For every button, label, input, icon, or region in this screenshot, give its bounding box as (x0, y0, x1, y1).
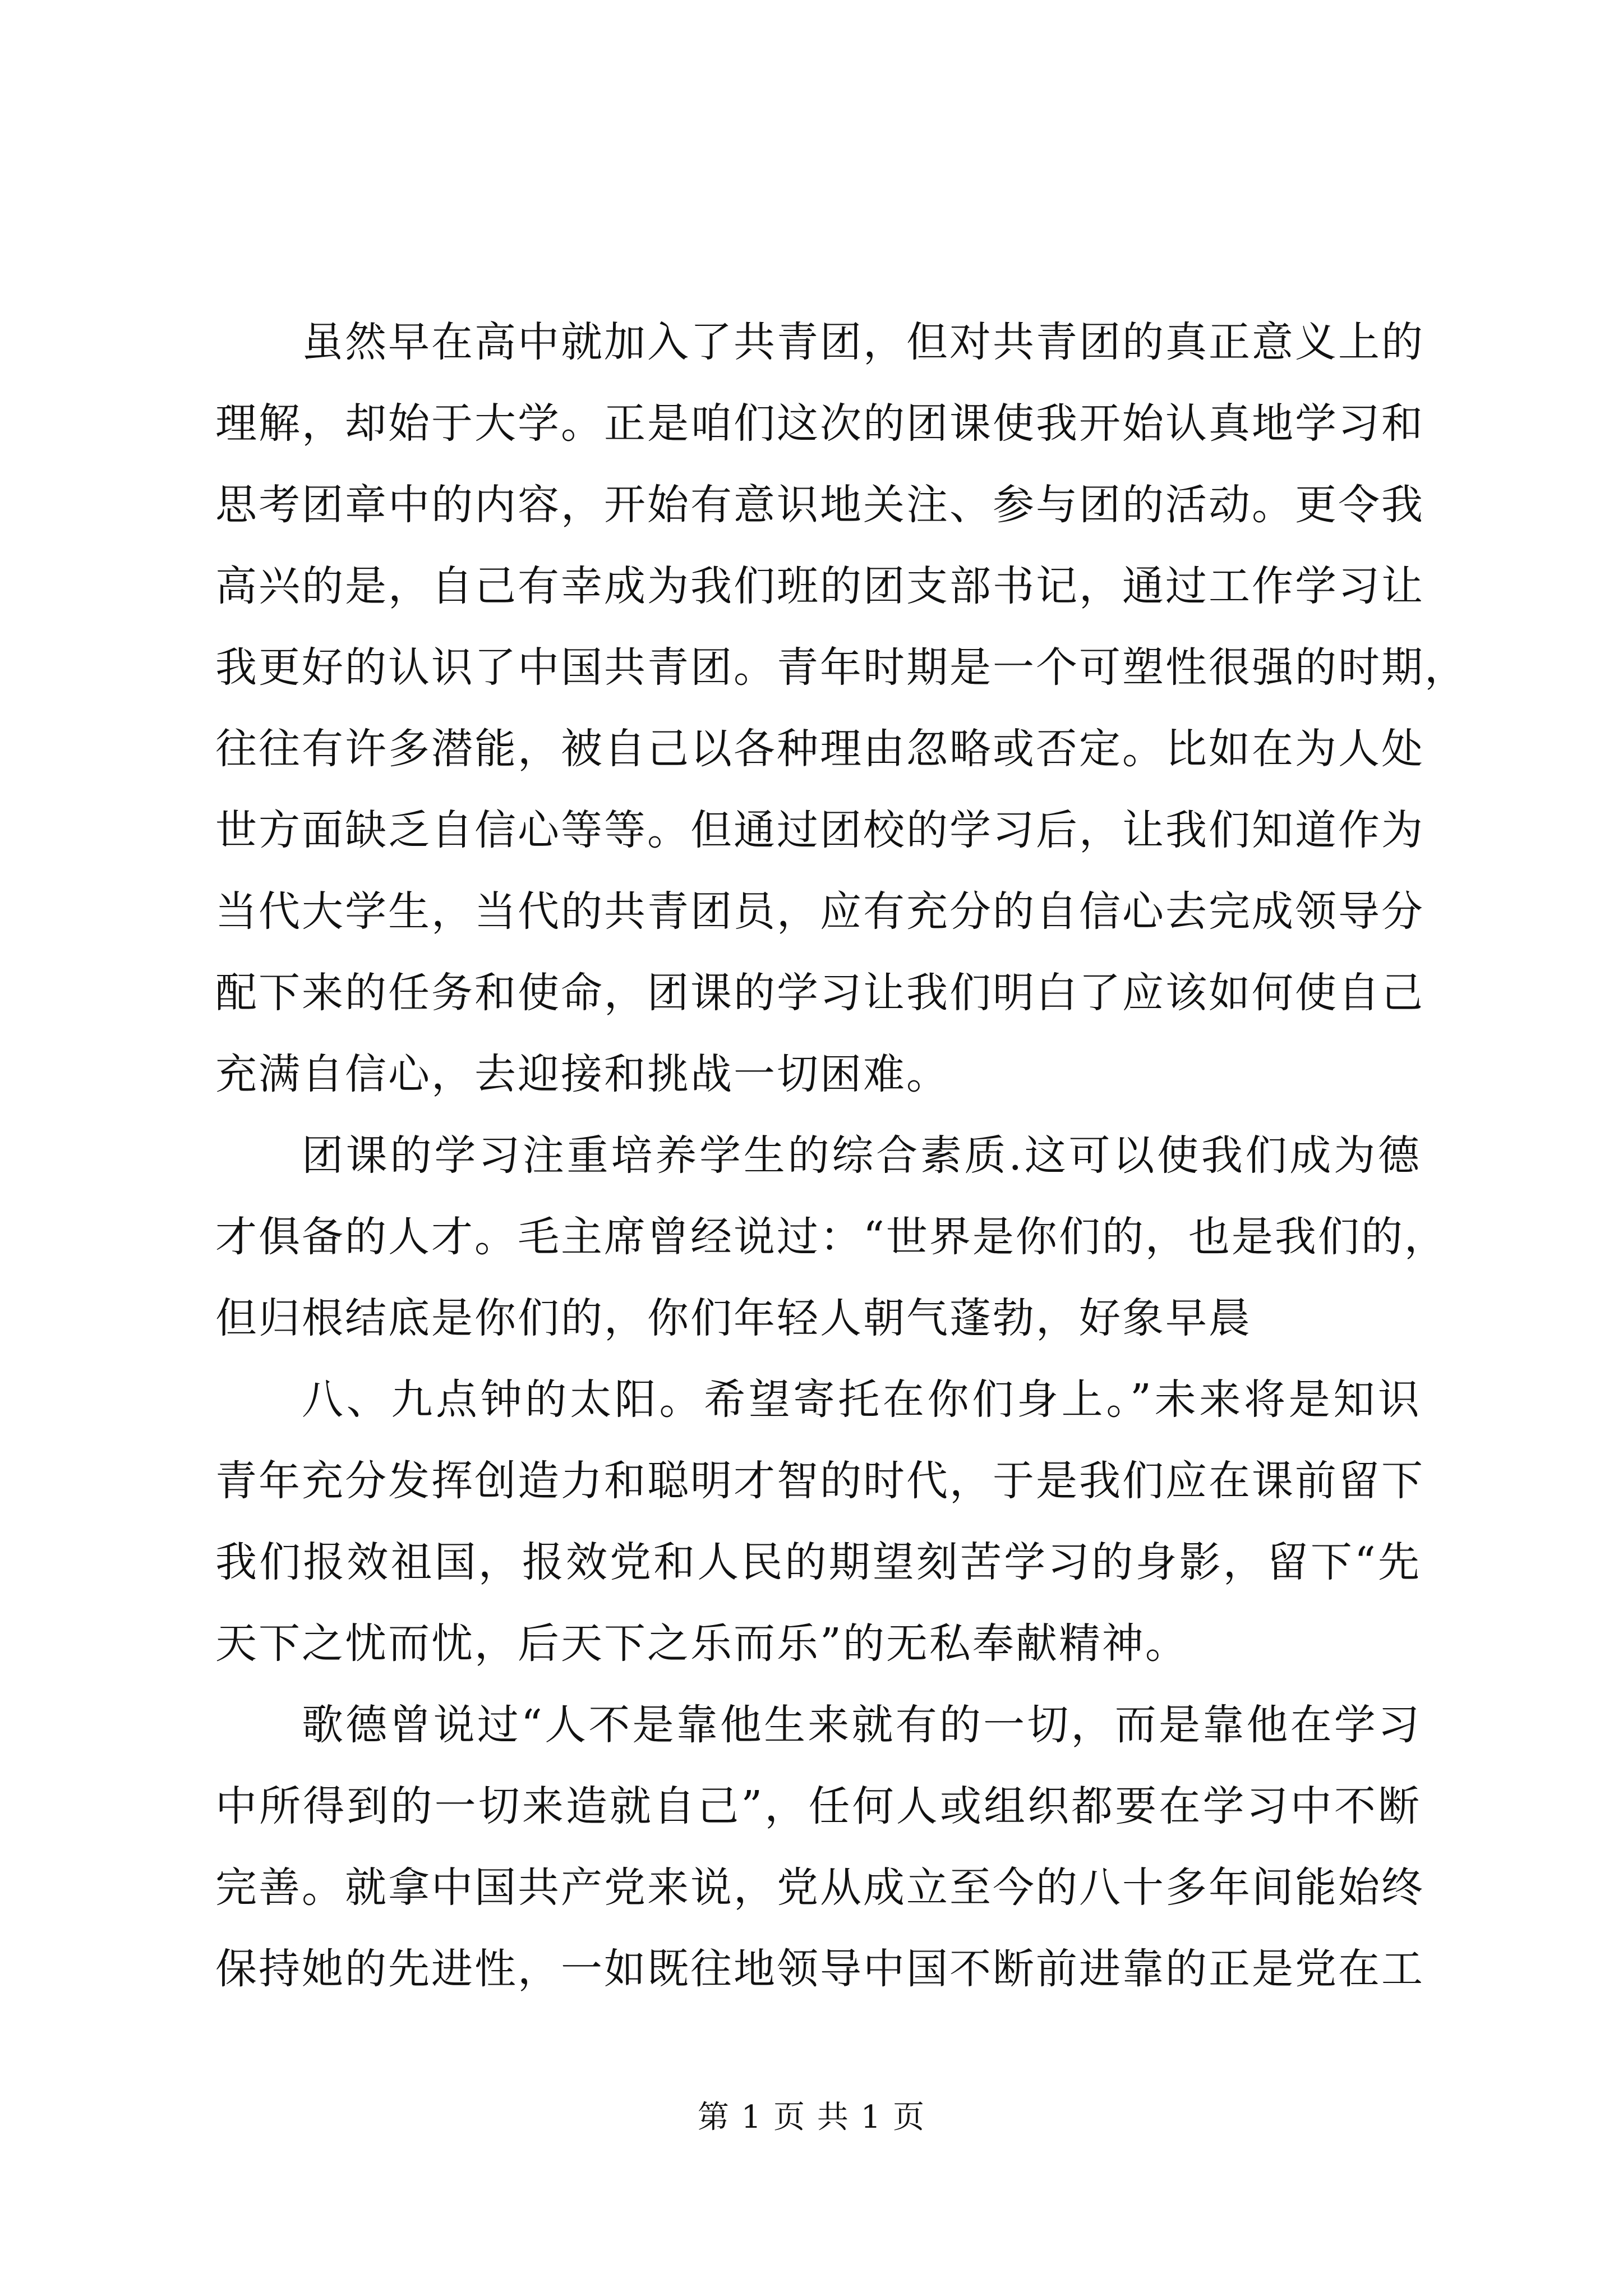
text-line: 天下之忧而忧，后天下之乐而乐”的无私奉献精神。 (215, 1619, 1188, 1668)
page-number-footer: 第 1 页 共 1 页 (697, 2099, 926, 2136)
text-line: 歌德曾说过“人不是靠他生来就有的一切，而是靠他在学习 (302, 1701, 1421, 1749)
paragraph-3 (215, 1359, 1424, 1685)
text-line: 我更好的认识了中国共青团。青年时期是一个可塑性很强的时期， (215, 643, 1468, 692)
text-line: 中所得到的一切来造就自己”，任何人或组织都要在学习中不断 (215, 1782, 1421, 1830)
text-line: 当代大学生，当代的共青团员，应有充分的自信心去完成领导分 (215, 887, 1424, 936)
text-line: 但归根结底是你们的，你们年轻人朝气蓬勃，好象早晨 (215, 1294, 1252, 1342)
text-line: 理解，却始于大学。正是咱们这次的团课使我开始认真地学习和 (215, 399, 1424, 448)
text-line: 我们报效祖国，报效党和人民的期望刻苦学习的身影，留下“先 (215, 1538, 1421, 1586)
text-line: 配下来的任务和使命，团课的学习让我们明白了应该如何使自己 (215, 969, 1424, 1017)
text-line: 八、九点钟的太阳。希望寄托在你们身上。”未来将是知识 (302, 1375, 1421, 1424)
text-line: 完善。就拿中国共产党来说，党从成立至今的八十多年间能始终 (215, 1864, 1424, 1912)
text-line: 团课的学习注重培养学生的综合素质.这可以使我们成为德 (302, 1131, 1421, 1180)
paragraph-1 (215, 302, 1468, 1115)
text-line: 世方面缺乏自信心等等。但通过团校的学习后，让我们知道作为 (215, 806, 1424, 854)
text-line: 往往有许多潜能，被自己以各种理由忽略或否定。比如在为人处 (215, 725, 1424, 773)
text-line: 青年充分发挥创造力和聪明才智的时代，于是我们应在课前留下 (215, 1457, 1424, 1505)
text-line: 才俱备的人才。毛主席曾经说过：“世界是你们的，也是我们的， (215, 1213, 1447, 1261)
text-line: 思考团章中的内容，开始有意识地关注、参与团的活动。更令我 (215, 481, 1424, 529)
text-line: 虽然早在高中就加入了共青团，但对共青团的真正意义上的 (302, 318, 1424, 366)
document-body (215, 302, 1468, 2010)
paragraph-4 (215, 1685, 1424, 2010)
text-line: 保持她的先进性，一如既往地领导中国不断前进靠的正是党在工 (215, 1945, 1424, 1993)
text-line: 高兴的是，自己有幸成为我们班的团支部书记，通过工作学习让 (215, 562, 1424, 610)
paragraph-2 (215, 1115, 1447, 1359)
text-line: 充满自信心，去迎接和挑战一切困难。 (215, 1050, 949, 1098)
